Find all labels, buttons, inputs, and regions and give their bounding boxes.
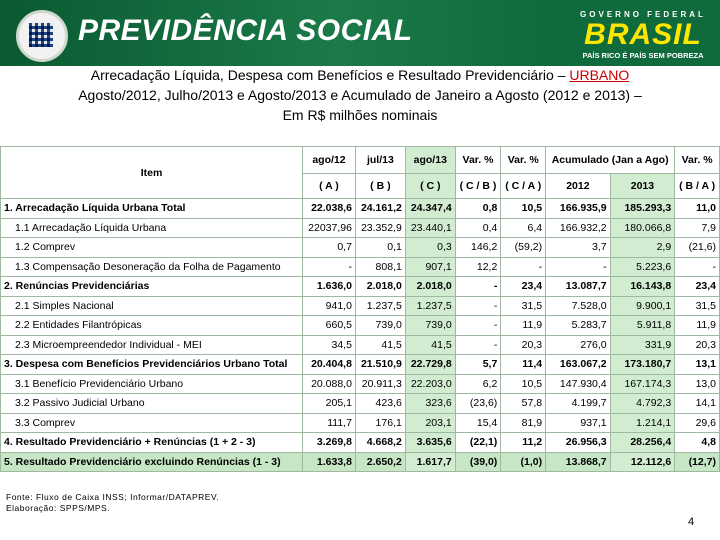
row-value-cell: 12,2 — [455, 257, 501, 277]
row-value-cell: 739,0 — [405, 316, 455, 336]
row-value-cell: 2.018,0 — [355, 277, 405, 297]
subheader: ( C / B ) — [455, 174, 501, 199]
table-row — [1, 433, 720, 453]
row-value-cell: 1.237,5 — [405, 296, 455, 316]
row-value-cell: 21.510,9 — [355, 355, 405, 375]
row-value-cell: 3.269,8 — [303, 433, 356, 453]
row-value-cell: (59,2) — [501, 238, 546, 258]
row-value-cell: 0,1 — [355, 238, 405, 258]
subheader: ( B ) — [355, 174, 405, 199]
slide-title — [0, 65, 720, 125]
row-value-cell: - — [303, 257, 356, 277]
table-row — [1, 199, 720, 219]
row-value-cell: 22.729,8 — [405, 355, 455, 375]
page-number: 4 — [688, 516, 695, 528]
row-value-cell: 11,2 — [501, 433, 546, 453]
government-logo — [568, 10, 718, 60]
subheader: ( C ) — [405, 174, 455, 199]
previdencia-logo-icon — [16, 10, 68, 62]
row-value-cell: 2.018,0 — [405, 277, 455, 297]
row-item-label: 1. Arrecadação Líquida Urbana Total — [1, 199, 303, 219]
row-value-cell: 808,1 — [355, 257, 405, 277]
row-value-cell: 147.930,4 — [546, 374, 611, 394]
row-value-cell: 41,5 — [355, 335, 405, 355]
row-value-cell: 31,5 — [501, 296, 546, 316]
footer-notes — [6, 492, 219, 514]
row-value-cell: 23,4 — [675, 277, 720, 297]
title-line-1 — [0, 65, 720, 85]
data-table — [0, 146, 720, 472]
row-value-cell: 323,6 — [405, 394, 455, 414]
row-value-cell: 11,4 — [501, 355, 546, 375]
gov-country-label: BRASIL — [584, 18, 702, 51]
subheader: 2013 — [610, 174, 675, 199]
col-header: Var. % — [501, 147, 546, 174]
row-value-cell: 1.617,7 — [405, 452, 455, 472]
row-value-cell: 13,0 — [675, 374, 720, 394]
row-item-label: 1.3 Compensação Desoneração da Folha de Pagamento — [1, 257, 303, 277]
row-value-cell: 15,4 — [455, 413, 501, 433]
row-item-label: 3.3 Comprev — [1, 413, 303, 433]
row-value-cell: 41,5 — [405, 335, 455, 355]
row-item-label: 4. Resultado Previdenciário + Renúncias (1 + 2 - 3) — [1, 433, 303, 453]
row-value-cell: (12,7) — [675, 452, 720, 472]
row-value-cell: 23,4 — [501, 277, 546, 297]
row-value-cell: - — [455, 296, 501, 316]
row-item-label: 2.1 Simples Nacional — [1, 296, 303, 316]
source-note: Fonte: Fluxo de Caixa INSS; Informar/DATAPREV. — [6, 492, 220, 502]
row-value-cell: 1.237,5 — [355, 296, 405, 316]
row-value-cell: 11,9 — [501, 316, 546, 336]
row-item-label: 2.3 Microempreendedor Individual - MEI — [1, 335, 303, 355]
row-value-cell: 0,4 — [455, 218, 501, 238]
row-value-cell: 423,6 — [355, 394, 405, 414]
gov-top-label: GOVERNO FEDERAL — [580, 10, 706, 19]
row-value-cell: 3,7 — [546, 238, 611, 258]
row-value-cell: 4.199,7 — [546, 394, 611, 414]
table-row — [1, 413, 720, 433]
item-header: Item — [1, 147, 303, 199]
row-value-cell: 739,0 — [355, 316, 405, 336]
row-value-cell: 20.404,8 — [303, 355, 356, 375]
row-value-cell: 276,0 — [546, 335, 611, 355]
row-value-cell: 163.067,2 — [546, 355, 611, 375]
row-value-cell: 660,5 — [303, 316, 356, 336]
table-row — [1, 277, 720, 297]
row-value-cell: 1.636,0 — [303, 277, 356, 297]
row-value-cell: 34,5 — [303, 335, 356, 355]
row-value-cell: 20.911,3 — [355, 374, 405, 394]
row-value-cell: 2,9 — [610, 238, 675, 258]
row-value-cell: 3.635,6 — [405, 433, 455, 453]
row-item-label: 2.2 Entidades Filantrópicas — [1, 316, 303, 336]
row-value-cell: 111,7 — [303, 413, 356, 433]
row-value-cell: 0,8 — [455, 199, 501, 219]
row-value-cell: 57,8 — [501, 394, 546, 414]
row-value-cell: 11,9 — [675, 316, 720, 336]
row-value-cell: 20,3 — [501, 335, 546, 355]
row-value-cell: 23.352,9 — [355, 218, 405, 238]
row-value-cell: 13.087,7 — [546, 277, 611, 297]
row-value-cell: - — [455, 335, 501, 355]
row-value-cell: 11,0 — [675, 199, 720, 219]
subheader: ( A ) — [303, 174, 356, 199]
row-value-cell: 16.143,8 — [610, 277, 675, 297]
subheader: ( C / A ) — [501, 174, 546, 199]
brand-title: PREVIDÊNCIA SOCIAL — [78, 14, 413, 47]
row-value-cell: 176,1 — [355, 413, 405, 433]
row-item-label: 3.2 Passivo Judicial Urbano — [1, 394, 303, 414]
row-value-cell: 937,1 — [546, 413, 611, 433]
table-row — [1, 355, 720, 375]
title-highlight: URBANO — [569, 67, 630, 83]
row-value-cell: 10,5 — [501, 374, 546, 394]
row-value-cell: (22,1) — [455, 433, 501, 453]
table-row — [1, 452, 720, 472]
col-header: ago/13 — [405, 147, 455, 174]
title-line-2: Agosto/2012, Julho/2013 e Agosto/2013 e Acumulado de Janeiro a Agosto (2012 e 2013) – — [78, 87, 642, 103]
row-value-cell: 173.180,7 — [610, 355, 675, 375]
row-value-cell: 22037,96 — [303, 218, 356, 238]
row-value-cell: 29,6 — [675, 413, 720, 433]
row-value-cell: 0,3 — [405, 238, 455, 258]
row-value-cell: 4,8 — [675, 433, 720, 453]
table-row — [1, 316, 720, 336]
row-value-cell: 5.911,8 — [610, 316, 675, 336]
row-value-cell: 5.223,6 — [610, 257, 675, 277]
row-value-cell: 28.256,4 — [610, 433, 675, 453]
row-value-cell: 81,9 — [501, 413, 546, 433]
row-value-cell: (23,6) — [455, 394, 501, 414]
row-item-label: 3. Despesa com Benefícios Previdenciários Urbano Total — [1, 355, 303, 375]
row-value-cell: 6,2 — [455, 374, 501, 394]
row-value-cell: 4.792,3 — [610, 394, 675, 414]
row-value-cell: 185.293,3 — [610, 199, 675, 219]
row-value-cell: 20.088,0 — [303, 374, 356, 394]
row-value-cell: 14,1 — [675, 394, 720, 414]
row-item-label: 5. Resultado Previdenciário excluindo Renúncias (1 - 3) — [1, 452, 303, 472]
row-value-cell: 7,9 — [675, 218, 720, 238]
row-value-cell: 7.528,0 — [546, 296, 611, 316]
table-row — [1, 218, 720, 238]
header-row-1 — [1, 147, 720, 174]
row-value-cell: - — [675, 257, 720, 277]
row-value-cell: 23.440,1 — [405, 218, 455, 238]
row-value-cell: 166.932,2 — [546, 218, 611, 238]
row-item-label: 1.1 Arrecadação Líquida Urbana — [1, 218, 303, 238]
col-header: Acumulado (Jan a Ago) — [546, 147, 675, 174]
row-value-cell: 12.112,6 — [610, 452, 675, 472]
row-value-cell: 26.956,3 — [546, 433, 611, 453]
elaboration-note: Elaboração: SPPS/MPS. — [6, 503, 111, 513]
header-banner — [0, 0, 720, 66]
row-value-cell: 9.900,1 — [610, 296, 675, 316]
row-value-cell: - — [455, 277, 501, 297]
row-value-cell: 166.935,9 — [546, 199, 611, 219]
row-value-cell: 907,1 — [405, 257, 455, 277]
row-value-cell: 146,2 — [455, 238, 501, 258]
row-value-cell: 180.066,8 — [610, 218, 675, 238]
row-value-cell: 22.038,6 — [303, 199, 356, 219]
row-value-cell: 4.668,2 — [355, 433, 405, 453]
row-value-cell: 5,7 — [455, 355, 501, 375]
col-header: ago/12 — [303, 147, 356, 174]
gov-tagline: PAÍS RICO É PAÍS SEM POBREZA — [582, 51, 704, 60]
row-value-cell: 167.174,3 — [610, 374, 675, 394]
row-value-cell: 0,7 — [303, 238, 356, 258]
col-header: Var. % — [675, 147, 720, 174]
subheader: 2012 — [546, 174, 611, 199]
row-value-cell: 941,0 — [303, 296, 356, 316]
table-row — [1, 238, 720, 258]
row-value-cell: (1,0) — [501, 452, 546, 472]
row-value-cell: 1.214,1 — [610, 413, 675, 433]
row-value-cell: 1.633,8 — [303, 452, 356, 472]
subheader: ( B / A ) — [675, 174, 720, 199]
col-header: jul/13 — [355, 147, 405, 174]
table-row — [1, 257, 720, 277]
row-item-label: 1.2 Comprev — [1, 238, 303, 258]
row-value-cell: 22.203,0 — [405, 374, 455, 394]
row-value-cell: 10,5 — [501, 199, 546, 219]
row-value-cell: 13.868,7 — [546, 452, 611, 472]
table-row — [1, 335, 720, 355]
row-value-cell: (39,0) — [455, 452, 501, 472]
row-value-cell: - — [546, 257, 611, 277]
table-row — [1, 374, 720, 394]
row-item-label: 3.1 Benefício Previdenciário Urbano — [1, 374, 303, 394]
row-value-cell: 20,3 — [675, 335, 720, 355]
row-value-cell: 203,1 — [405, 413, 455, 433]
row-value-cell: - — [455, 316, 501, 336]
row-value-cell: 24.161,2 — [355, 199, 405, 219]
row-value-cell: - — [501, 257, 546, 277]
row-value-cell: (21,6) — [675, 238, 720, 258]
title-line-3: Em R$ milhões nominais — [282, 107, 438, 123]
title-line-1-text: Arrecadação Líquida, Despesa com Benefícios e Resultado Previdenciário – — [90, 67, 570, 83]
table-row — [1, 296, 720, 316]
row-value-cell: 331,9 — [610, 335, 675, 355]
row-value-cell: 13,1 — [675, 355, 720, 375]
row-value-cell: 24.347,4 — [405, 199, 455, 219]
col-header: Var. % — [455, 147, 501, 174]
table-row — [1, 394, 720, 414]
row-value-cell: 2.650,2 — [355, 452, 405, 472]
row-value-cell: 6,4 — [501, 218, 546, 238]
row-item-label: 2. Renúncias Previdenciárias — [1, 277, 303, 297]
row-value-cell: 205,1 — [303, 394, 356, 414]
row-value-cell: 31,5 — [675, 296, 720, 316]
row-value-cell: 5.283,7 — [546, 316, 611, 336]
